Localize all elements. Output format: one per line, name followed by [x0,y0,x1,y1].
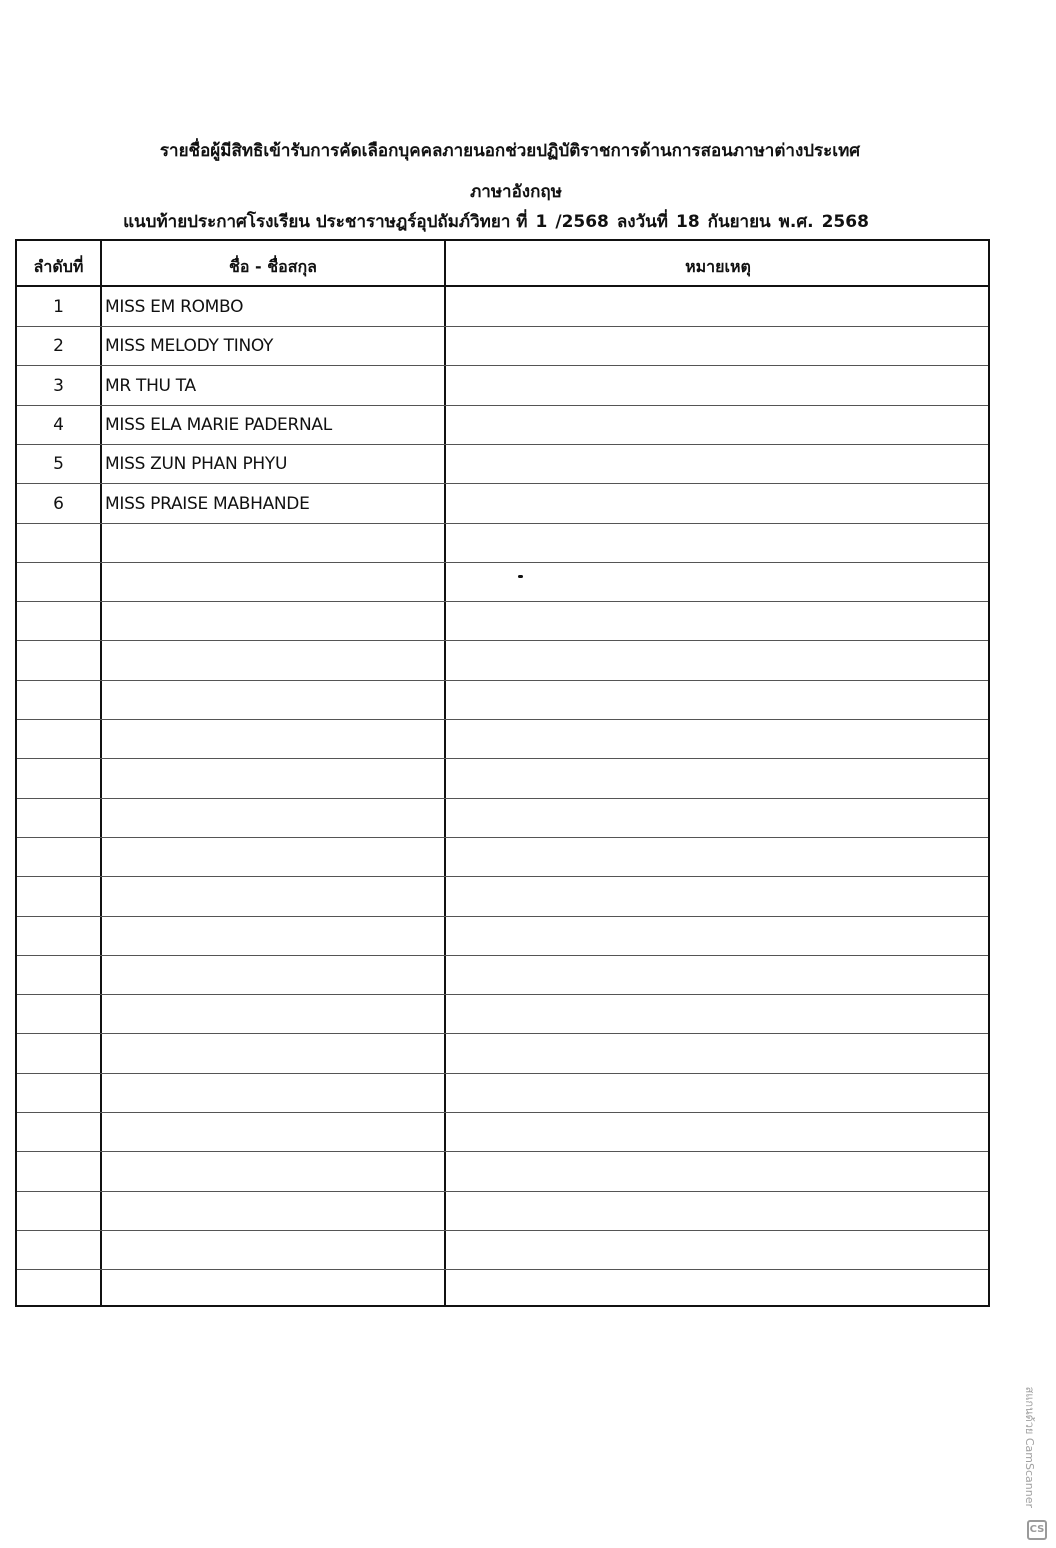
row-number: 4 [53,414,64,435]
row-name: MISS MELODY TINOY [105,336,274,357]
row-name: MISS ELA MARIE PADERNAL [105,414,332,435]
table-row [17,1270,988,1309]
header-remarks: หมายเหตุ [685,257,751,276]
table-row [17,1034,988,1074]
table-row [17,916,988,956]
announcement-prefix: แนบท้ายประกาศโรงเรียน ประชาราษฎร์อุปถัมภ์วิทยา ที่ [123,212,528,232]
table-row [17,1073,988,1113]
header-name: ชื่อ - ชื่อสกุล [229,257,317,276]
row-number: 1 [53,297,64,317]
table-row [17,798,988,838]
date-day: 18 [675,212,700,232]
table-row [17,326,988,366]
document-subtitle: ภาษาอังกฤษ [470,182,562,202]
announcement-year: /2568 [555,212,609,232]
date-month: กันยายน [707,212,771,232]
table-row [17,1191,988,1231]
row-number: 6 [53,493,64,514]
camscanner-watermark [1024,1378,1054,1548]
table-row [17,444,988,484]
announcement-number: 1 [535,212,548,232]
table-row [17,1112,988,1152]
table-row [17,1152,988,1192]
camscanner-logo-icon: CS [1027,1520,1047,1540]
row-name: MISS EM ROMBO [105,297,244,317]
date-era: พ.ศ. [778,212,814,232]
row-number: 5 [53,454,64,475]
table-row [17,955,988,995]
table-row [17,523,988,563]
table-row [17,562,988,602]
table-row [17,484,988,524]
watermark-text: สแกนด้วย CamScanner [1023,1386,1036,1508]
row-name: MR THU TA [105,375,196,396]
table-row [17,366,988,406]
table-row [17,994,988,1034]
table-row [17,837,988,877]
table-row [17,680,988,720]
row-number: 2 [53,336,64,357]
table-row [17,759,988,799]
row-name: MISS PRAISE MABHANDE [105,493,310,514]
table-row [17,1230,988,1270]
table-header-row [17,241,988,287]
header-number: ลำดับที่ [33,257,84,276]
date-year: 2568 [821,212,869,232]
table-row [17,287,988,327]
document-title: รายชื่อผู้มีสิทธิเข้ารับการคัดเลือกบุคคลภายนอกช่วยปฏิบัติราชการด้านการสอนภาษาต่างประเทศ [159,141,861,161]
table-row [17,641,988,681]
date-label: ลงวันที่ [616,212,668,232]
table-row [17,877,988,917]
table-row [17,719,988,759]
announcement-reference [0,208,1024,235]
scan-speck [518,575,523,578]
row-name: MISS ZUN PHAN PHYU [105,454,288,475]
candidate-table [15,239,990,1307]
row-number: 3 [53,375,64,396]
table-row [17,601,988,641]
table-row [17,405,988,445]
